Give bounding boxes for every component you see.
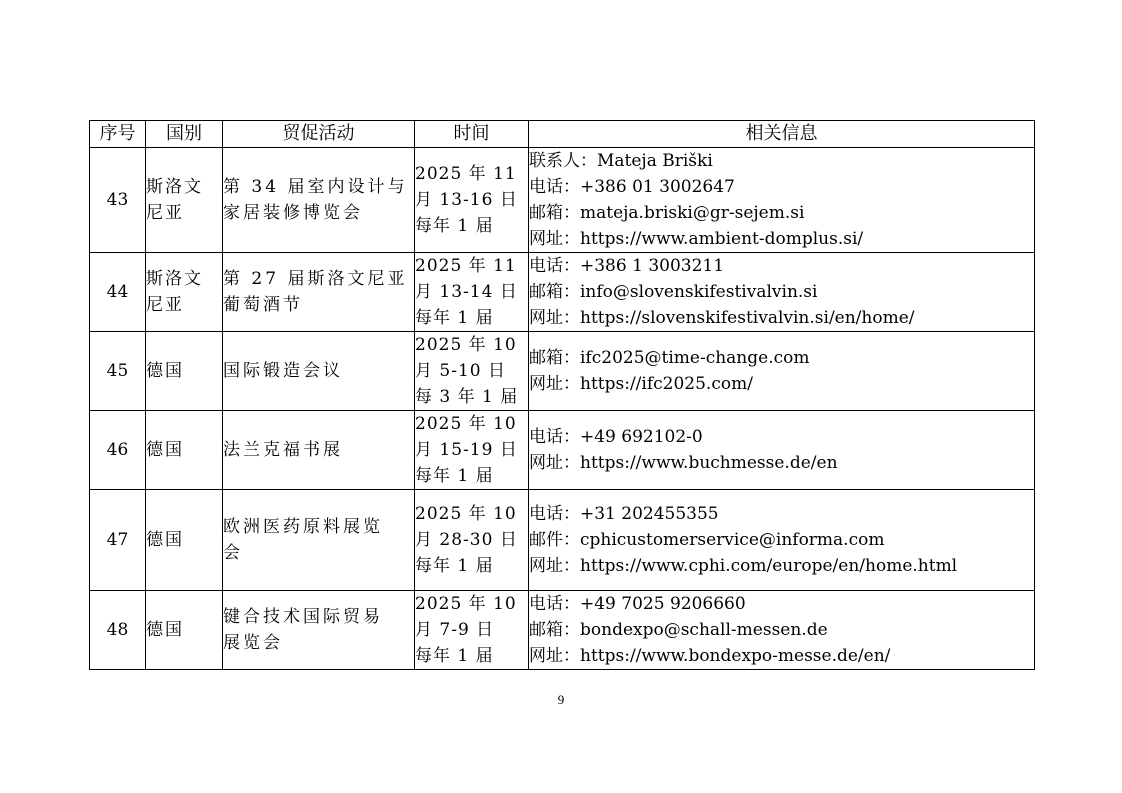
row-event: 国际锻造会议 [223,332,415,411]
row-time: 2025 年 10 月 15-19 日 每年 1 届 [415,411,529,490]
contact-person: 联系人：Mateja Briški [529,151,713,171]
website-link[interactable]: 网址：https://ifc2025.com/ [529,374,753,394]
row-event: 欧洲医药原料展览 会 [223,490,415,591]
website-link[interactable]: 网址：https://www.cphi.com/europe/en/home.html [529,556,958,576]
phone: 电话：+386 01 3002647 [529,177,735,197]
website-link[interactable]: 网址：https://www.ambient-domplus.si/ [529,229,864,249]
table-header-row [90,121,1035,148]
row-country: 斯洛文 尼亚 [146,253,223,332]
row-number: 46 [90,411,146,490]
row-country: 德国 [146,591,223,670]
email-link[interactable]: 邮箱：mateja.briski@gr-sejem.si [529,203,805,223]
website-link[interactable]: 网址：https://www.bondexpo-messe.de/en/ [529,646,891,666]
row-info [529,253,1035,332]
row-info [529,148,1035,253]
row-country: 德国 [146,411,223,490]
row-time: 2025 年 11 月 13-14 日 每年 1 届 [415,253,529,332]
table-row [90,591,1035,670]
row-number: 48 [90,591,146,670]
row-event: 键合技术国际贸易 展览会 [223,591,415,670]
row-info [529,411,1035,490]
header-no: 序号 [90,121,146,148]
row-info [529,332,1035,411]
row-country: 德国 [146,490,223,591]
header-event: 贸促活动 [223,121,415,148]
row-number: 45 [90,332,146,411]
header-info: 相关信息 [529,121,1035,148]
header-country: 国别 [146,121,223,148]
row-country: 德国 [146,332,223,411]
website-link[interactable]: 网址：https://slovenskifestivalvin.si/en/home/ [529,308,915,328]
row-event: 第 34 届室内设计与 家居装修博览会 [223,148,415,253]
row-number: 47 [90,490,146,591]
table-row [90,411,1035,490]
table-row [90,332,1035,411]
row-time: 2025 年 11 月 13-16 日 每年 1 届 [415,148,529,253]
row-time: 2025 年 10 月 5-10 日 每 3 年 1 届 [415,332,529,411]
table-row [90,490,1035,591]
email-link[interactable]: 邮箱：bondexpo@schall-messen.de [529,620,828,640]
phone: 电话：+31 202455355 [529,504,719,524]
row-event: 法兰克福书展 [223,411,415,490]
website-link[interactable]: 网址：https://www.buchmesse.de/en [529,453,838,473]
page-number: 9 [557,692,565,707]
trade-fair-table [89,120,1035,670]
phone: 电话：+49 7025 9206660 [529,594,746,614]
row-time: 2025 年 10 月 28-30 日 每年 1 届 [415,490,529,591]
row-time: 2025 年 10 月 7-9 日 每年 1 届 [415,591,529,670]
phone: 电话：+49 692102-0 [529,427,703,447]
table-row [90,148,1035,253]
header-time: 时间 [415,121,529,148]
row-number: 43 [90,148,146,253]
row-event: 第 27 届斯洛文尼亚 葡萄酒节 [223,253,415,332]
row-country: 斯洛文 尼亚 [146,148,223,253]
phone: 电话：+386 1 3003211 [529,256,725,276]
table-row [90,253,1035,332]
row-info [529,490,1035,591]
row-number: 44 [90,253,146,332]
email-link[interactable]: 邮箱：ifc2025@time-change.com [529,348,810,368]
row-info [529,591,1035,670]
email-link[interactable]: 邮箱：info@slovenskifestivalvin.si [529,282,818,302]
email-link[interactable]: 邮件：cphicustomerservice@informa.com [529,530,885,550]
